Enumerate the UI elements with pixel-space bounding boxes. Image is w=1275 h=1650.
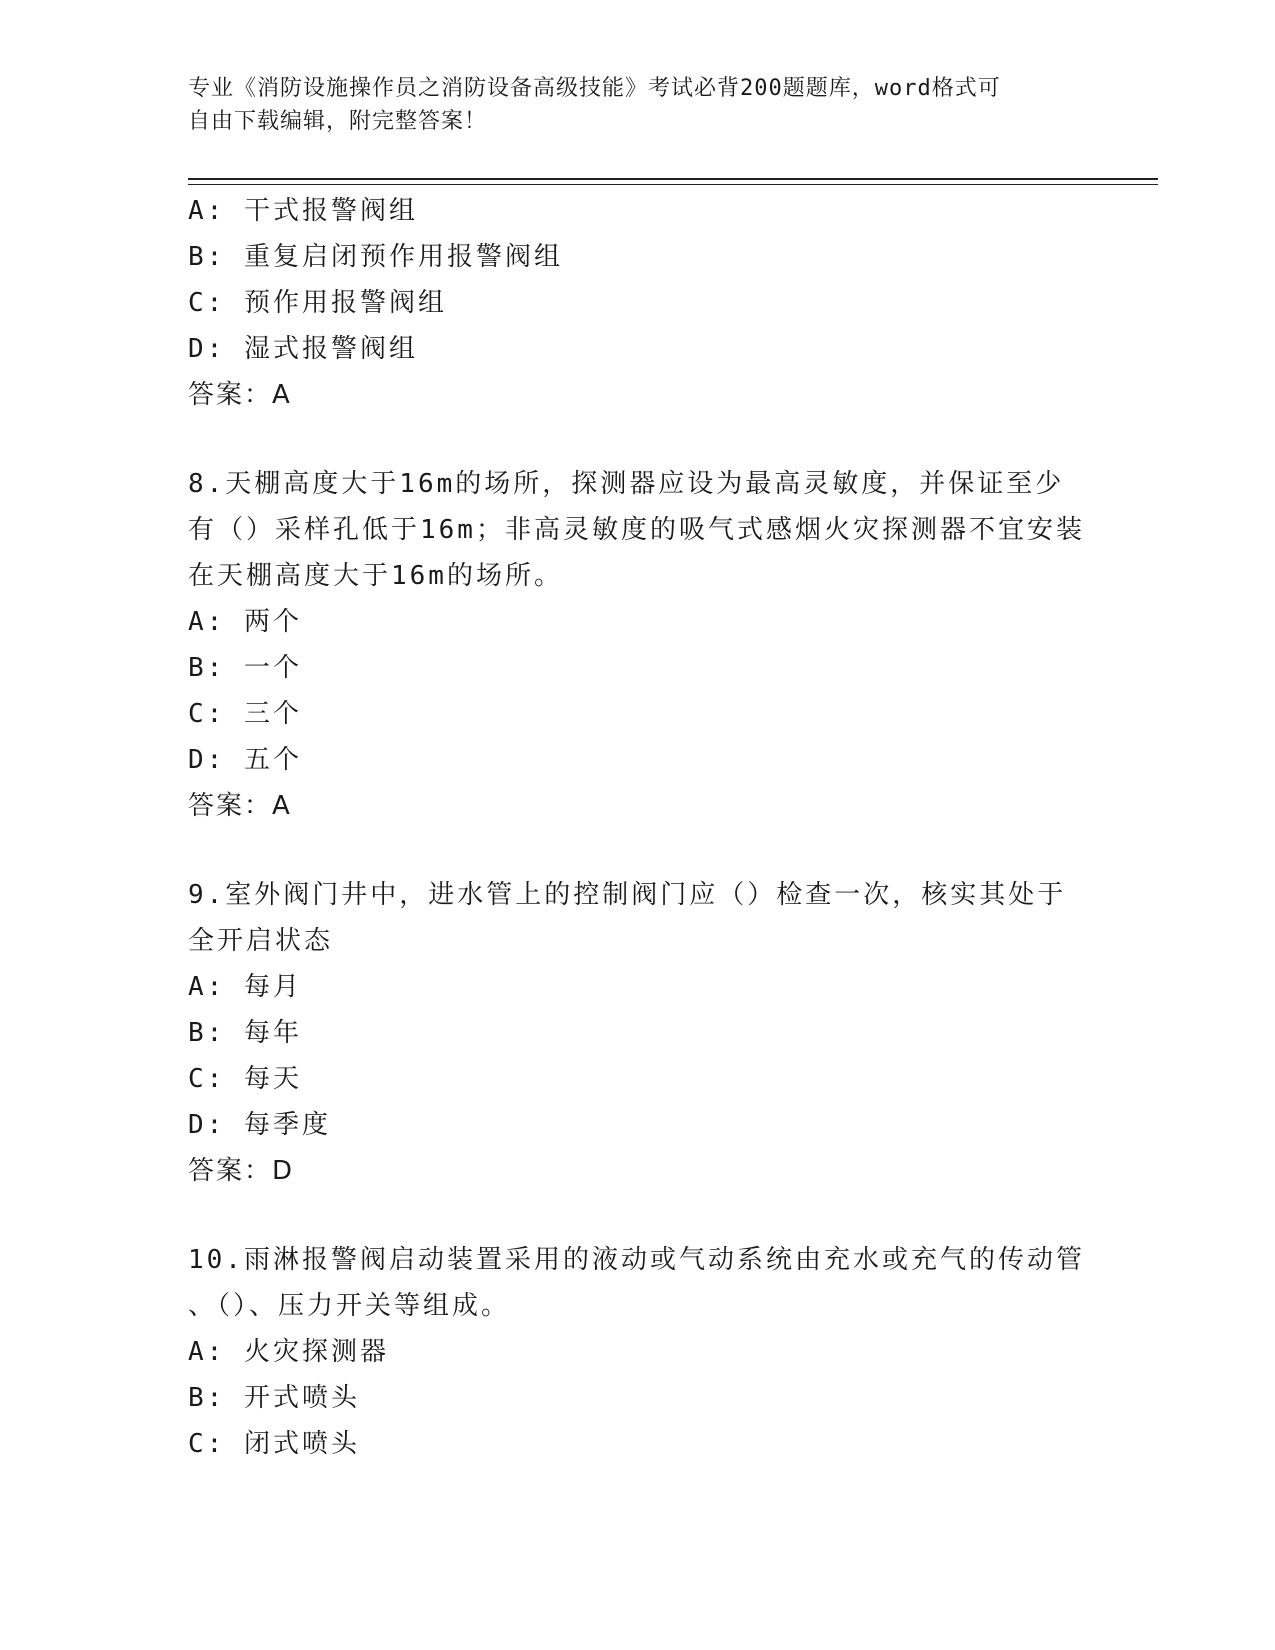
question-7 xyxy=(188,188,1088,418)
question-8 xyxy=(188,461,1088,829)
header-line-2: 自由下载编辑，附完整答案！ xyxy=(188,109,488,134)
option-a: A: 火灾探测器 xyxy=(188,1337,389,1367)
answer: 答案：A xyxy=(188,380,292,410)
document-header xyxy=(188,72,1088,138)
option-a: A: 干式报警阀组 xyxy=(188,196,418,226)
question-text: 全开启状态 xyxy=(188,926,334,956)
question-text: 8.天棚高度大于16m的场所，探测器应设为最高灵敏度，并保证至少 xyxy=(188,469,1065,499)
option-c: C: 闭式喷头 xyxy=(188,1429,360,1459)
option-c: C: 三个 xyxy=(188,699,302,729)
option-b: B: 一个 xyxy=(188,653,302,683)
question-text: 在天棚高度大于16m的场所。 xyxy=(188,561,563,591)
question-text: 10.雨淋报警阀启动装置采用的液动或气动系统由充水或充气的传动管 xyxy=(188,1245,1085,1275)
answer: 答案：D xyxy=(188,1156,295,1186)
option-c: C: 预作用报警阀组 xyxy=(188,288,447,318)
option-c: C: 每天 xyxy=(188,1064,302,1094)
question-9 xyxy=(188,872,1088,1194)
option-b: B: 重复启闭预作用报警阀组 xyxy=(188,242,563,272)
option-a: A: 两个 xyxy=(188,607,302,637)
question-text: 、（）、压力开关等组成。 xyxy=(188,1291,511,1321)
question-text: 9.室外阀门井中，进水管上的控制阀门应（）检查一次，核实其处于 xyxy=(188,880,1067,910)
option-b: B: 每年 xyxy=(188,1018,302,1048)
option-b: B: 开式喷头 xyxy=(188,1383,360,1413)
question-text: 有（）采样孔低于16m；非高灵敏度的吸气式感烟火灾探测器不宜安装 xyxy=(188,515,1085,545)
header-line-1: 专业《消防设施操作员之消防设备高级技能》考试必背200题题库，word格式可 xyxy=(188,76,1001,101)
option-a: A: 每月 xyxy=(188,972,302,1002)
answer: 答案：A xyxy=(188,791,292,821)
header-divider xyxy=(188,178,1158,180)
option-d: D: 五个 xyxy=(188,745,302,775)
question-list xyxy=(188,188,1088,1467)
option-d: D: 湿式报警阀组 xyxy=(188,334,418,364)
option-d: D: 每季度 xyxy=(188,1110,331,1140)
header-divider-thin xyxy=(188,184,1158,185)
question-10 xyxy=(188,1237,1088,1467)
